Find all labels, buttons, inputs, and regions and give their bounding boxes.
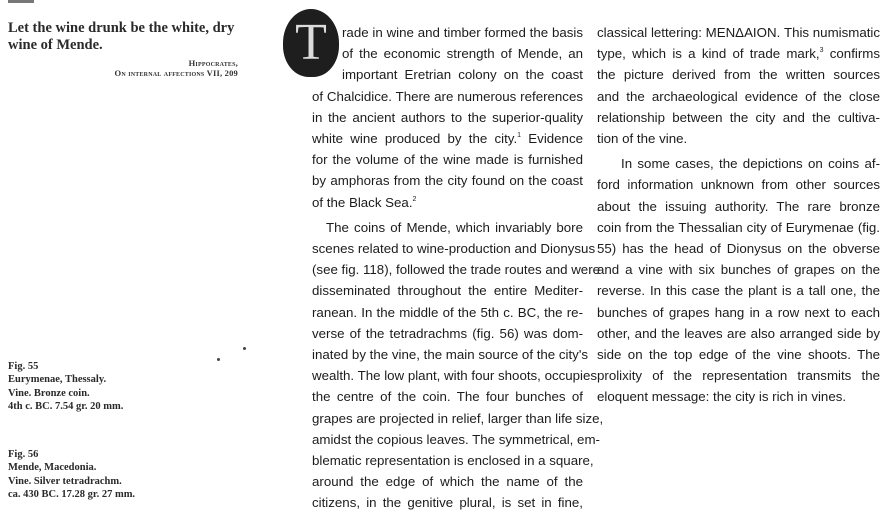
text-line: ford information unknown from other sources xyxy=(597,177,880,193)
text-line: classical lettering: ΜΕΝΔΑΙΟΝ. This numismatic xyxy=(597,25,881,40)
caption-line: Fig. 55 xyxy=(8,361,39,372)
text-fragment: of the Black Sea. xyxy=(312,194,413,210)
caption-line: Vine. Bronze coin. xyxy=(8,387,90,399)
paragraph xyxy=(312,22,583,213)
caption-line: Eurymenae, Thessaly. xyxy=(8,374,107,386)
text-line: reverse. In this case the plant is a tall one, the xyxy=(597,283,880,299)
text-line: of the economic strength of Mende, an xyxy=(342,46,583,62)
epigraph-author: Hippocrates, xyxy=(188,58,238,68)
text-line: bunches of grapes hang in a row next to each xyxy=(597,304,880,320)
epigraph-attribution xyxy=(8,58,238,78)
speck-dot xyxy=(243,347,246,350)
text-line: other, and the leaves are also arranged side by xyxy=(597,325,880,341)
text-line: scenes related to wine-production and Dionysus xyxy=(312,241,596,257)
text-line: around the edge of which the name of the xyxy=(312,474,583,490)
paragraph xyxy=(597,153,880,407)
text-line: amidst the copious leaves. The symmetrical, em- xyxy=(312,431,600,447)
text-line: prolixity of the representation transmits the xyxy=(597,368,880,384)
footnote-ref: 1 xyxy=(517,132,522,140)
text-line: the picture derived from the written sources xyxy=(597,67,880,83)
caption-fig-56 xyxy=(8,448,208,502)
footnote-ref: 2 xyxy=(412,195,417,203)
paragraph xyxy=(312,217,604,514)
text-column-2 xyxy=(597,22,880,408)
caption-line: Fig. 56 xyxy=(8,449,39,460)
caption-line: ca. 430 BC. 17.28 gr. 27 mm. xyxy=(8,489,136,501)
text-line: the centre of the coin. The four bunches of xyxy=(312,389,583,405)
text-line: by amphoras from the city found on the coast xyxy=(312,173,583,189)
footnote-ref: 3 xyxy=(819,47,824,55)
page-top-mark xyxy=(8,0,34,3)
paragraph xyxy=(597,22,880,149)
caption-line: Mende, Macedonia. xyxy=(8,462,97,474)
text-fragment: Evidence xyxy=(528,131,583,147)
text-line: of Chalcidice. There are numerous references xyxy=(312,88,583,104)
text-column-1 xyxy=(312,22,604,514)
caption-fig-55 xyxy=(8,360,208,414)
caption-line: 4th c. BC. 7.54 gr. 20 mm. xyxy=(8,401,124,413)
text-line: relationship between the city and the cultiva- xyxy=(597,109,880,125)
speck-dot xyxy=(217,358,220,361)
text-line: and a vine with six bunches of grapes on the xyxy=(597,262,880,278)
text-line xyxy=(312,192,583,213)
text-fragment: confirms xyxy=(823,46,881,62)
drop-cap: T xyxy=(283,9,339,77)
text-line xyxy=(312,128,583,149)
text-line: coin from the Thessalian city of Eurymenae (fig. xyxy=(597,219,880,235)
text-line: In some cases, the depictions on coins af- xyxy=(621,156,880,172)
epigraph-source: On internal affections VII, 209 xyxy=(114,68,238,78)
text-line: tion of the vine. xyxy=(597,131,688,147)
text-line: wealth. The low plant, with four shoots, occupies xyxy=(312,368,598,384)
text-line xyxy=(597,43,880,64)
text-fragment: white wine produced by the city. xyxy=(312,131,518,147)
text-line: 55) has the head of Dionysus on the obverse xyxy=(597,241,880,257)
text-line: citizens, in the genitive plural, is set in fine, xyxy=(312,495,583,511)
epigraph-quote xyxy=(8,20,238,54)
caption-line: Vine. Silver tetradrachm. xyxy=(8,475,122,487)
text-line: important Eretrian colony on the coast xyxy=(342,67,583,83)
text-line: rade in wine and timber formed the basis xyxy=(342,25,583,40)
text-line: about the issuing authority. The rare bronze xyxy=(597,198,880,214)
text-line: (see fig. 118), followed the trade routes and were xyxy=(312,262,601,278)
text-line: ranean. In the middle of the 5th c. BC, the re- xyxy=(312,304,583,320)
text-line: side on the top edge of the vine shoots. The xyxy=(597,347,880,363)
text-line: verse of the tetradrachms (fig. 56) was dom- xyxy=(312,325,583,341)
text-line: and the archaeological evidence of the close xyxy=(597,88,880,104)
text-fragment: type, which is a kind of trade mark, xyxy=(597,46,820,62)
text-line: The coins of Mende, which invariably bore xyxy=(326,219,583,235)
text-line: inated by the vine, the main source of the city's xyxy=(312,347,589,363)
epigraph-quote-line: wine of Mende. xyxy=(8,37,103,53)
text-line: eloquent message: the city is rich in vines. xyxy=(597,389,847,405)
text-line: disseminated throughout the entire Mediter- xyxy=(312,283,583,299)
text-line: blematic representation is enclosed in a square, xyxy=(312,453,594,469)
epigraph-quote-line: Let the wine drunk be the white, dry xyxy=(8,20,235,36)
text-line: in the ancient authors to the superior-quality xyxy=(312,109,583,125)
text-line: for the volume of the wine made is furnished xyxy=(312,152,583,168)
epigraph xyxy=(8,20,238,78)
text-line: grapes are projected in relief, larger than life size, xyxy=(312,410,604,426)
